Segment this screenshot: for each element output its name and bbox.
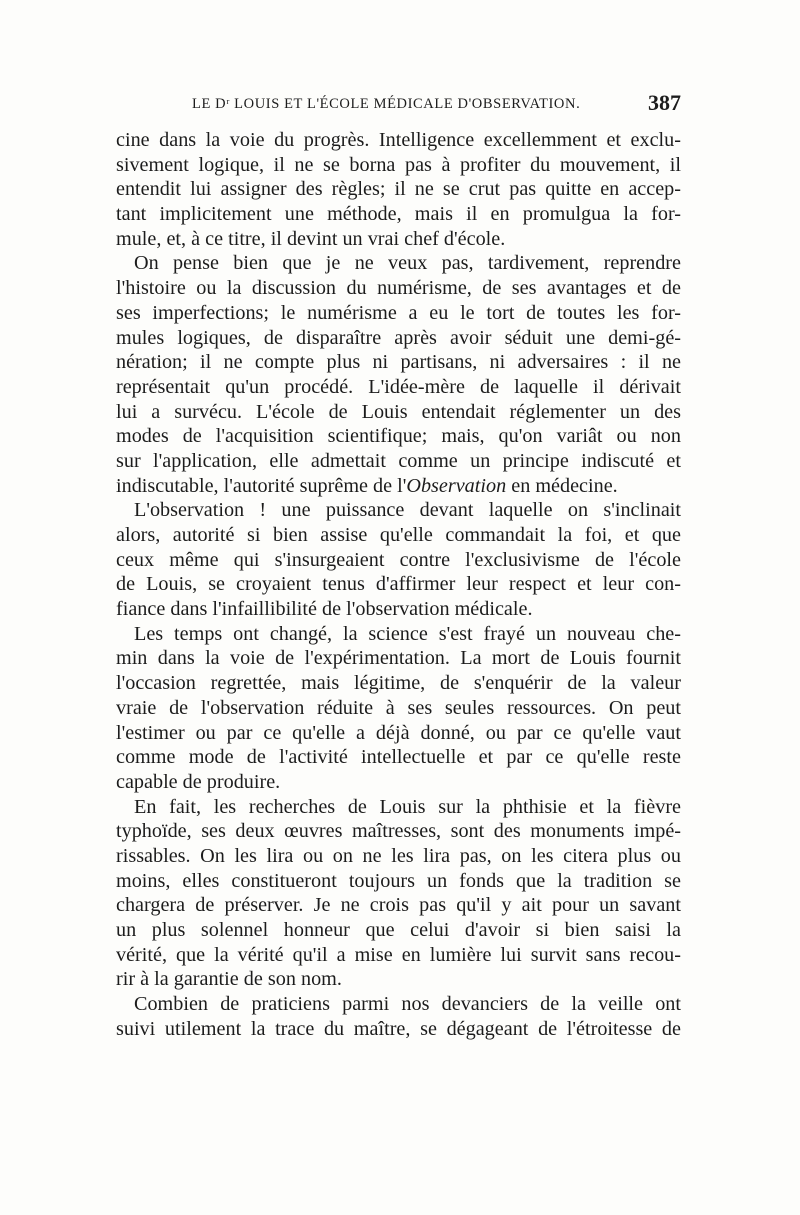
text-line: cine dans la voie du progrès. Intelligence excellemment et exclu- (116, 129, 681, 151)
text-line: capable de produire. (116, 770, 281, 793)
text-line: ceux même qui s'insurgeaient contre l'exclusivisme de l'école (116, 548, 681, 571)
text-line: entendit lui assigner des règles; il ne se crut pas quitte en accep- (116, 178, 681, 201)
text-line: nération; il ne compte plus ni partisans, ni adversaires : il ne (116, 351, 681, 374)
paragraph (116, 251, 681, 498)
text-line: chargera de préserver. Je ne crois pas qu'il y ait pour un savant (116, 894, 681, 917)
paragraph (116, 128, 681, 251)
text-line: Combien de praticiens parmi nos devanciers de la veille ont (134, 993, 681, 1016)
text-line: Les temps ont changé, la science s'est frayé un nouveau che- (134, 622, 681, 645)
text-line: l'estimer ou par ce qu'elle a déjà donné, ou par ce qu'elle vaut (116, 721, 681, 744)
text-line: vérité, que la vérité qu'il a mise en lumière lui survit sans recou- (116, 943, 681, 966)
text-line: de Louis, se croyaient tenus d'affirmer leur respect et leur con- (116, 573, 681, 596)
text-line: En fait, les recherches de Louis sur la phthisie et la fièvre (134, 795, 681, 818)
text-line: modes de l'acquisition scientifique; mais, qu'on variât ou non (116, 425, 681, 448)
running-head (116, 90, 681, 120)
text-line: mule, et, à ce titre, il devint un vrai chef d'école. (116, 227, 506, 250)
text-line: l'histoire ou la discussion du numérisme, de ses avantages et de (116, 277, 681, 300)
text-line: un plus solennel honneur que celui d'avoir si bien saisi la (116, 919, 681, 941)
text-line: lui a survécu. L'école de Louis entendait réglementer un des (116, 400, 681, 423)
text-line: moins, elles constitueront toujours un fonds que la tradition se (116, 869, 681, 892)
text-line: représentait qu'un procédé. L'idée-mère de laquelle il dérivait (116, 375, 681, 398)
text-line: alors, autorité si bien assise qu'elle commandait la foi, et que (116, 524, 681, 546)
text-line: vraie de l'observation réduite à ses seules ressources. On peut (116, 696, 681, 719)
text-line: sivement logique, il ne se borna pas à profiter du mouvement, il (116, 153, 681, 176)
text-line: suivi utilement la trace du maître, se dégageant de l'étroitesse de (116, 1017, 681, 1040)
text-line: comme mode de l'activité intellectuelle et par ce qu'elle reste (116, 746, 681, 769)
paragraph (116, 498, 681, 621)
paragraph (116, 622, 681, 795)
text-line: mules logiques, de disparaître après avoir séduit une demi-gé- (116, 326, 681, 349)
italic-term: Observation (406, 474, 507, 497)
paragraph (116, 795, 681, 993)
text-line: l'occasion regrettée, mais légitime, de s'enquérir de la valeur (116, 672, 681, 695)
text-line: rissables. On les lira ou on ne les lira pas, on les citera plus ou (116, 844, 681, 867)
text-line: sur l'application, elle admettait comme un principe indiscuté et (116, 449, 681, 472)
text-line: tant implicitement une méthode, mais il en promulgua la for- (116, 203, 681, 226)
body-text (116, 128, 681, 1041)
text-line: ses imperfections; le numérisme a eu le tort de toutes les for- (116, 301, 681, 324)
text-line: L'observation ! une puissance devant laquelle on s'inclinait (134, 499, 681, 522)
text-line: typhoïde, ses deux œuvres maîtresses, sont des monuments impé- (116, 820, 681, 843)
text-line: min dans la voie de l'expérimentation. La mort de Louis fournit (116, 647, 681, 670)
text-line: indiscutable, l'autorité suprême de l'Observation en médecine. (116, 474, 618, 497)
running-title: LE Dʳ LOUIS ET L'ÉCOLE MÉDICALE D'OBSERVATION. (192, 96, 581, 112)
text-line: On pense bien que je ne veux pas, tardivement, reprendre (134, 252, 681, 275)
paragraph (116, 992, 681, 1041)
text-line: rir à la garantie de son nom. (116, 968, 342, 991)
page-number: 387 (648, 90, 681, 115)
text-line: fiance dans l'infaillibilité de l'observation médicale. (116, 598, 533, 621)
